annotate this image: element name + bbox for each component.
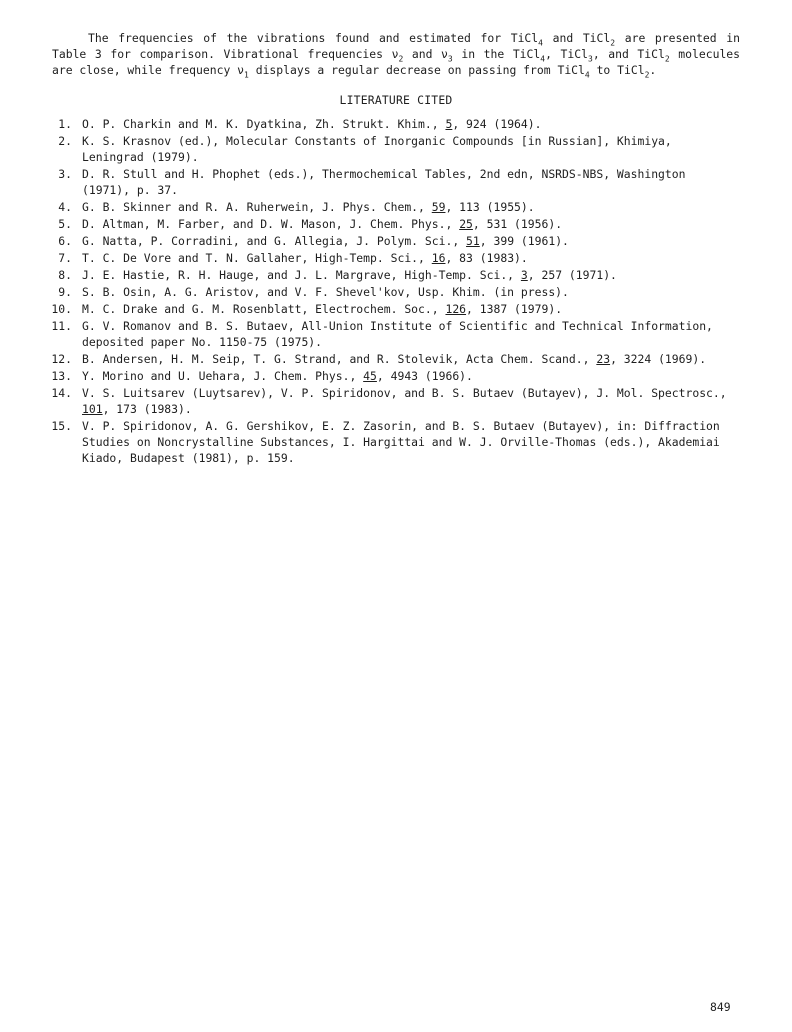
reference-text: , 4943 (1966). xyxy=(376,369,473,383)
reference-text: D. R. Stull and H. Phophet (eds.), Thermochemical Tables, 2nd edn, NSRDS-NBS, Washington (1971), p. 37. xyxy=(82,167,686,197)
reference-item xyxy=(52,216,740,232)
intro-text: are presented in Table 3 for comparison. Vibrational frequencies ν xyxy=(52,31,740,61)
reference-volume: 5 xyxy=(445,117,453,131)
reference-volume: 45 xyxy=(363,369,377,383)
reference-text xyxy=(82,418,740,466)
reference-number: 14. xyxy=(51,386,72,400)
reference-number: 2. xyxy=(58,134,72,148)
reference-item xyxy=(52,233,740,249)
reference-volume: 126 xyxy=(445,302,467,316)
intro-subscript: 2 xyxy=(664,54,670,64)
reference-text xyxy=(82,368,740,384)
reference-text: V. S. Luitsarev (Luytsarev), V. P. Spiridonov, and B. S. Butaev (Butayev), J. Mol. Spectrosc., xyxy=(82,386,727,400)
intro-subscript: 4 xyxy=(584,70,590,80)
reference-number: 3. xyxy=(58,167,72,181)
reference-text: G. Natta, P. Corradini, and G. Allegia, J. Polym. Sci., xyxy=(82,234,467,248)
intro-text: and ν xyxy=(403,47,448,61)
reference-number: 5. xyxy=(58,217,72,231)
reference-item xyxy=(52,267,740,283)
reference-item xyxy=(52,351,740,367)
reference-number: 10. xyxy=(51,302,72,316)
reference-item xyxy=(52,368,740,384)
reference-text: M. C. Drake and G. M. Rosenblatt, Electrochem. Soc., xyxy=(82,302,446,316)
reference-text: T. C. De Vore and T. N. Gallaher, High-Temp. Sci., xyxy=(82,251,432,265)
reference-text xyxy=(82,133,740,165)
intro-text: and TiCl xyxy=(542,31,611,45)
reference-text xyxy=(82,216,740,232)
reference-text: , 257 (1971). xyxy=(527,268,617,282)
reference-number: 1. xyxy=(58,117,72,131)
intro-paragraph xyxy=(52,30,740,78)
reference-number: 9. xyxy=(58,285,72,299)
reference-item xyxy=(52,418,740,466)
reference-text xyxy=(82,385,740,417)
reference-number: 8. xyxy=(58,268,72,282)
reference-text xyxy=(82,351,740,367)
reference-number: 11. xyxy=(51,319,72,333)
reference-text xyxy=(82,199,740,215)
reference-text: O. P. Charkin and M. K. Dyatkina, Zh. Strukt. Khim., xyxy=(82,117,446,131)
reference-text: J. E. Hastie, R. H. Hauge, and J. L. Margrave, High-Temp. Sci., xyxy=(82,268,521,282)
reference-item xyxy=(52,284,740,300)
reference-volume: 51 xyxy=(466,234,480,248)
intro-text: , and TiCl xyxy=(592,47,665,61)
reference-text: , 3224 (1969). xyxy=(610,352,707,366)
reference-text: K. S. Krasnov (ed.), Molecular Constants of Inorganic Compounds [in Russian], Khimiya, Leningrad (1979). xyxy=(82,134,672,164)
reference-text: B. Andersen, H. M. Seip, T. G. Strand, and R. Stolevik, Acta Chem. Scand., xyxy=(82,352,597,366)
reference-number: 15. xyxy=(51,419,72,433)
intro-subscript: 1 xyxy=(244,70,249,80)
reference-text xyxy=(82,166,740,198)
reference-volume: 59 xyxy=(431,200,446,214)
reference-item xyxy=(52,301,740,317)
reference-item xyxy=(52,199,740,215)
intro-subscript: 4 xyxy=(540,54,546,64)
reference-item xyxy=(52,250,740,266)
reference-text: , 399 (1961). xyxy=(479,234,569,248)
intro-subscript: 4 xyxy=(538,38,543,48)
reference-text: , 1387 (1979). xyxy=(466,302,563,316)
reference-text: , 924 (1964). xyxy=(452,117,542,131)
reference-text xyxy=(82,318,740,350)
reference-item xyxy=(52,385,740,417)
reference-text: , 531 (1956). xyxy=(472,217,563,231)
reference-text xyxy=(82,116,740,132)
reference-number: 4. xyxy=(58,200,72,214)
reference-item xyxy=(52,318,740,350)
reference-number: 13. xyxy=(51,369,72,383)
reference-text: G. V. Romanov and B. S. Butaev, All-Union Institute of Scientific and Technical Information, deposited paper No. 1150-75 (1975). xyxy=(82,319,713,349)
reference-text: S. B. Osin, A. G. Aristov, and V. F. Shevel'kov, Usp. Khim. (in press). xyxy=(82,285,569,299)
intro-subscript: 3 xyxy=(447,54,453,64)
reference-text xyxy=(82,267,740,283)
page-number: 849 xyxy=(710,1000,731,1014)
reference-volume: 101 xyxy=(82,402,103,416)
reference-text xyxy=(82,301,740,317)
reference-text xyxy=(82,233,740,249)
intro-subscript: 2 xyxy=(610,38,616,48)
reference-text xyxy=(82,250,740,266)
intro-subscript: 2 xyxy=(644,70,650,80)
reference-list xyxy=(52,116,740,466)
reference-volume: 16 xyxy=(431,251,446,265)
intro-subscript: 3 xyxy=(587,54,593,64)
reference-item xyxy=(52,116,740,132)
reference-number: 12. xyxy=(51,352,72,366)
reference-text: V. P. Spiridonov, A. G. Gershikov, E. Z. Zasorin, and B. S. Butaev (Butayev), in: Diffraction Studies on Noncrystalline Substances, I. Hargittai and W. J. Orville-Thomas (eds.), Akademiai Kiado, Budapest (1981), p. 159. xyxy=(82,419,720,465)
reference-volume: 25 xyxy=(459,217,473,231)
intro-text: The frequencies of the vibrations found and estimated for TiCl xyxy=(88,31,539,45)
section-heading: LITERATURE CITED xyxy=(339,93,453,107)
reference-text: , 173 (1983). xyxy=(102,402,192,416)
reference-item xyxy=(52,133,740,165)
reference-volume: 3 xyxy=(520,268,528,282)
reference-number: 7. xyxy=(58,251,72,265)
reference-volume: 23 xyxy=(596,352,611,366)
reference-text: G. B. Skinner and R. A. Ruherwein, J. Phys. Chem., xyxy=(82,200,432,214)
reference-item xyxy=(52,166,740,198)
reference-text: D. Altman, M. Farber, and D. W. Mason, J. Chem. Phys., xyxy=(82,217,460,231)
reference-number: 6. xyxy=(58,234,72,248)
intro-text: . xyxy=(649,63,657,77)
reference-text: , 113 (1955). xyxy=(445,200,535,214)
reference-text: Y. Morino and U. Uehara, J. Chem. Phys., xyxy=(82,369,364,383)
intro-text: molecules are close, while frequency ν xyxy=(52,47,741,77)
reference-text: , 83 (1983). xyxy=(445,251,528,265)
reference-text xyxy=(82,284,740,300)
intro-text: displays a regular decrease on passing from TiCl xyxy=(248,63,585,77)
intro-text: to TiCl xyxy=(589,63,645,77)
intro-text: , TiCl xyxy=(545,47,588,61)
page-content xyxy=(52,30,740,467)
intro-text: in the TiCl xyxy=(452,47,541,61)
intro-subscript: 2 xyxy=(398,54,404,64)
